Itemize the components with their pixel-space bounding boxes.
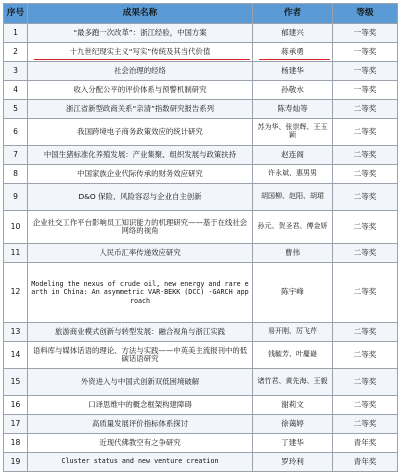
table-row <box>4 415 398 434</box>
table-row <box>4 165 398 184</box>
row-author: 赵连阁 <box>253 146 333 165</box>
row-level: 二等奖 <box>333 119 398 146</box>
row-title: 十九世纪现实主义“写实”传统及其当代价值 <box>28 43 253 62</box>
table-row <box>4 62 398 81</box>
row-level: 二等奖 <box>333 184 398 211</box>
table-row <box>4 184 398 211</box>
row-title: 人民币汇率传递效应研究 <box>28 244 253 263</box>
row-num: 5 <box>4 100 28 119</box>
row-num: 4 <box>4 81 28 100</box>
row-num: 15 <box>4 369 28 396</box>
header-title: 成果名称 <box>28 4 253 24</box>
row-level: 二等奖 <box>333 165 398 184</box>
row-title: 高质量发展评价指标体系探讨 <box>28 415 253 434</box>
row-title: 外资进入与中国式创新双低困境破解 <box>28 369 253 396</box>
row-author: 蒋承勇 <box>253 43 333 62</box>
table-row <box>4 323 398 342</box>
row-title: D&O 保险、风险容忍与企业自主创新 <box>28 184 253 211</box>
row-author: 胡国柳、赵阳、胡珺 <box>253 184 333 211</box>
header-author: 作者 <box>253 4 333 24</box>
row-title: 中国家族企业代际传承的财务效应研究 <box>28 165 253 184</box>
row-num: 10 <box>4 211 28 244</box>
row-author: 陈宇峰 <box>253 263 333 323</box>
table-row <box>4 369 398 396</box>
table-row <box>4 263 398 323</box>
table-row <box>4 24 398 43</box>
table-row <box>4 100 398 119</box>
row-num: 13 <box>4 323 28 342</box>
row-level: 二等奖 <box>333 211 398 244</box>
header-row <box>4 4 398 24</box>
row-author: 诸竹君、黄先海、王毅 <box>253 369 333 396</box>
row-title: Modeling the nexus of crude oil, new energy and rare earth in China: An asymmetric VAR-BEKK (DCC) -GARCH approach <box>28 263 253 323</box>
table-row <box>4 342 398 369</box>
row-title: 社会治理的经络 <box>28 62 253 81</box>
row-level: 二等奖 <box>333 396 398 415</box>
row-author: 钱毓芳、叶慶嶷 <box>253 342 333 369</box>
row-level: 一等奖 <box>333 62 398 81</box>
row-level: 二等奖 <box>333 415 398 434</box>
row-num: 8 <box>4 165 28 184</box>
table-row <box>4 244 398 263</box>
row-title: 口译思维中的概念框架构建障碍 <box>28 396 253 415</box>
row-title: 浙江省新型政商关系“亲清”指数研究报告系列 <box>28 100 253 119</box>
awards-table-container <box>3 3 397 472</box>
awards-table <box>3 3 398 472</box>
header-num: 序号 <box>4 4 28 24</box>
row-level: 二等奖 <box>333 323 398 342</box>
row-level: 二等奖 <box>333 146 398 165</box>
table-row <box>4 119 398 146</box>
row-author: 易开刚、厉飞芹 <box>253 323 333 342</box>
row-num: 14 <box>4 342 28 369</box>
row-level: 一等奖 <box>333 81 398 100</box>
row-author: 谢莉文 <box>253 396 333 415</box>
table-row <box>4 81 398 100</box>
row-num: 7 <box>4 146 28 165</box>
row-num: 11 <box>4 244 28 263</box>
table-row <box>4 146 398 165</box>
row-author: 罗玲利 <box>253 453 333 472</box>
table-row <box>4 43 398 62</box>
row-level: 二等奖 <box>333 342 398 369</box>
row-num: 9 <box>4 184 28 211</box>
row-num: 16 <box>4 396 28 415</box>
row-num: 17 <box>4 415 28 434</box>
row-title: 旅游商业模式创新与转型发展：融合视角与浙江实践 <box>28 323 253 342</box>
row-author: 郁建兴 <box>253 24 333 43</box>
row-title: 企业社交工作平台影响员工知识能力的机理研究——基于在线社会网络的视角 <box>28 211 253 244</box>
row-num: 2 <box>4 43 28 62</box>
row-title: Cluster status and new venture creation <box>28 453 253 472</box>
row-num: 1 <box>4 24 28 43</box>
row-title: “最多跑一次改革”：浙江经验，中国方案 <box>28 24 253 43</box>
row-author: 曹伟 <box>253 244 333 263</box>
row-author: 杨建华 <box>253 62 333 81</box>
row-title: 语料库与媒体话语的理论、方法与实践——中英美主流报刊中的低碳话语研究 <box>28 342 253 369</box>
row-level: 青年奖 <box>333 434 398 453</box>
row-author: 孙元、贺圣君、傅金妍 <box>253 211 333 244</box>
row-title: 中国生猪标准化养殖发展：产业集聚、组织发展与政策扶持 <box>28 146 253 165</box>
row-level: 一等奖 <box>333 43 398 62</box>
row-author: 许永斌、惠男男 <box>253 165 333 184</box>
row-level: 二等奖 <box>333 244 398 263</box>
row-author: 苏为华、张崇辉、王玉颖 <box>253 119 333 146</box>
row-author: 丁建华 <box>253 434 333 453</box>
row-author: 孙敬水 <box>253 81 333 100</box>
table-row <box>4 211 398 244</box>
row-author: 陈寿灿等 <box>253 100 333 119</box>
table-row <box>4 453 398 472</box>
row-num: 6 <box>4 119 28 146</box>
row-num: 3 <box>4 62 28 81</box>
row-level: 青年奖 <box>333 453 398 472</box>
table-row <box>4 396 398 415</box>
row-level: 一等奖 <box>333 24 398 43</box>
row-level: 二等奖 <box>333 100 398 119</box>
row-num: 18 <box>4 434 28 453</box>
row-title: 收入分配公平的评价体系与预警机制研究 <box>28 81 253 100</box>
row-level: 二等奖 <box>333 369 398 396</box>
row-level: 二等奖 <box>333 263 398 323</box>
row-num: 12 <box>4 263 28 323</box>
row-title: 近现代佛教空有之争研究 <box>28 434 253 453</box>
row-author: 徐蔼婷 <box>253 415 333 434</box>
row-num: 19 <box>4 453 28 472</box>
row-title: 我国跨境电子商务政策效应的统计研究 <box>28 119 253 146</box>
table-row <box>4 434 398 453</box>
header-level: 等级 <box>333 4 398 24</box>
